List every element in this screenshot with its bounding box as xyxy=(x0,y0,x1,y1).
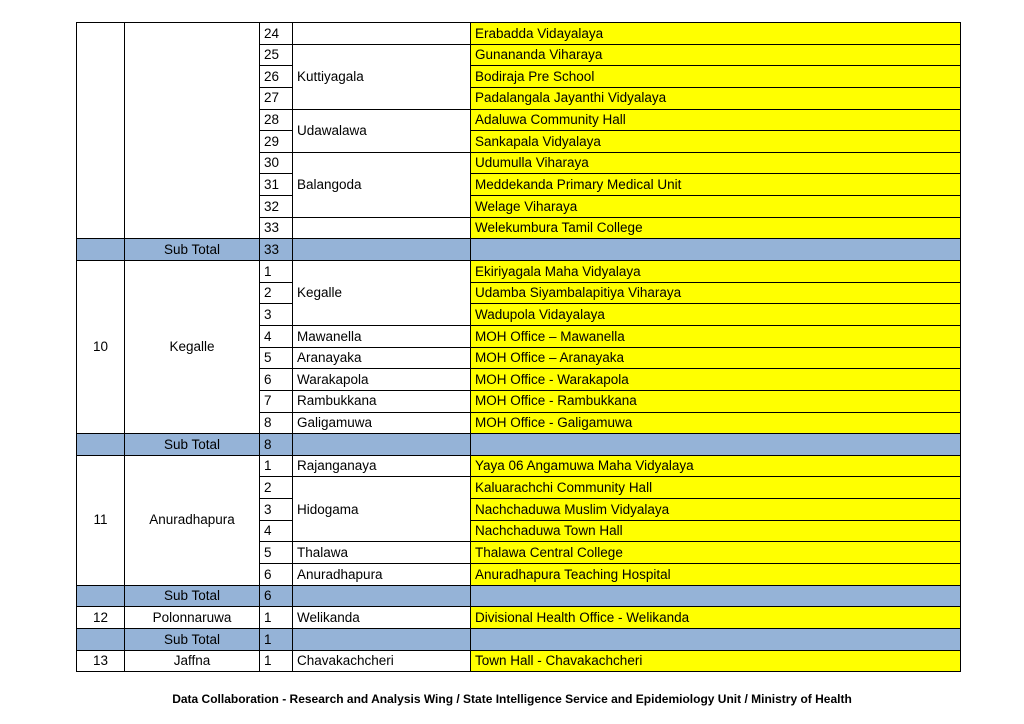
centre-cell: Town Hall - Chavakachcheri xyxy=(471,650,961,672)
subtotal-blank xyxy=(471,239,961,261)
row-number: 26 xyxy=(260,66,293,88)
area-cell: Balangoda xyxy=(293,152,471,217)
subtotal-value: 8 xyxy=(260,434,293,456)
centre-cell: MOH Office - Galigamuwa xyxy=(471,412,961,434)
subtotal-blank xyxy=(293,628,471,650)
area-cell: Udawalawa xyxy=(293,109,471,152)
area-cell: Chavakachcheri xyxy=(293,650,471,672)
page-footer: Data Collaboration - Research and Analysis Wing / State Intelligence Service and Epidemiology Unit / Ministry of Health xyxy=(172,692,852,706)
centre-cell: Thalawa Central College xyxy=(471,542,961,564)
table-row xyxy=(77,607,961,629)
subtotal-blank xyxy=(471,585,961,607)
subtotal-value: 6 xyxy=(260,585,293,607)
subtotal-label: Sub Total xyxy=(125,239,260,261)
centre-cell: Nachchaduwa Town Hall xyxy=(471,520,961,542)
area-cell: Warakapola xyxy=(293,369,471,391)
row-number: 1 xyxy=(260,607,293,629)
subtotal-row xyxy=(77,585,961,607)
area-cell: Aranayaka xyxy=(293,347,471,369)
centre-cell: Sankapala Vidyalaya xyxy=(471,131,961,153)
row-number: 24 xyxy=(260,23,293,45)
centre-cell: Divisional Health Office - Welikanda xyxy=(471,607,961,629)
area-cell: Rambukkana xyxy=(293,390,471,412)
centre-cell: MOH Office – Aranayaka xyxy=(471,347,961,369)
centre-cell: Gunananda Viharaya xyxy=(471,44,961,66)
row-number: 1 xyxy=(260,455,293,477)
subtotal-blank xyxy=(293,585,471,607)
district-cell: Polonnaruwa xyxy=(125,607,260,629)
centre-cell: Kaluarachchi Community Hall xyxy=(471,477,961,499)
row-number: 29 xyxy=(260,131,293,153)
subtotal-row xyxy=(77,239,961,261)
centre-cell: MOH Office - Rambukkana xyxy=(471,390,961,412)
area-cell: Anuradhapura xyxy=(293,564,471,586)
centre-cell: Nachchaduwa Muslim Vidyalaya xyxy=(471,499,961,521)
subtotal-blank xyxy=(471,628,961,650)
row-number: 6 xyxy=(260,564,293,586)
area-cell: Hidogama xyxy=(293,477,471,542)
row-number: 1 xyxy=(260,650,293,672)
table-row xyxy=(77,23,961,45)
centre-cell: MOH Office - Warakapola xyxy=(471,369,961,391)
district-no-cell: 10 xyxy=(77,261,125,434)
row-number: 4 xyxy=(260,520,293,542)
table-row xyxy=(77,455,961,477)
subtotal-blank xyxy=(77,239,125,261)
subtotal-row xyxy=(77,434,961,456)
centre-cell: Udamba Siyambalapitiya Viharaya xyxy=(471,282,961,304)
subtotal-blank xyxy=(77,585,125,607)
centre-cell: Adaluwa Community Hall xyxy=(471,109,961,131)
district-cell: Kegalle xyxy=(125,261,260,434)
centre-cell: Yaya 06 Angamuwa Maha Vidyalaya xyxy=(471,455,961,477)
district-no-cell xyxy=(77,23,125,239)
subtotal-blank xyxy=(471,434,961,456)
area-cell xyxy=(293,23,471,45)
centre-cell: Erabadda Vidayalaya xyxy=(471,23,961,45)
centre-cell: Udumulla Viharaya xyxy=(471,152,961,174)
row-number: 8 xyxy=(260,412,293,434)
row-number: 25 xyxy=(260,44,293,66)
area-cell xyxy=(293,217,471,239)
area-cell: Thalawa xyxy=(293,542,471,564)
district-no-cell: 11 xyxy=(77,455,125,585)
subtotal-label: Sub Total xyxy=(125,628,260,650)
row-number: 7 xyxy=(260,390,293,412)
district-no-cell: 12 xyxy=(77,607,125,629)
subtotal-value: 33 xyxy=(260,239,293,261)
row-number: 6 xyxy=(260,369,293,391)
district-no-cell: 13 xyxy=(77,650,125,672)
district-cell xyxy=(125,23,260,239)
row-number: 33 xyxy=(260,217,293,239)
row-number: 3 xyxy=(260,304,293,326)
centre-cell: Welage Viharaya xyxy=(471,196,961,218)
area-cell: Kegalle xyxy=(293,261,471,326)
row-number: 5 xyxy=(260,542,293,564)
district-cell: Jaffna xyxy=(125,650,260,672)
area-cell: Rajanganaya xyxy=(293,455,471,477)
row-number: 3 xyxy=(260,499,293,521)
row-number: 32 xyxy=(260,196,293,218)
area-cell: Kuttiyagala xyxy=(293,44,471,109)
centre-cell: Padalangala Jayanthi Vidyalaya xyxy=(471,87,961,109)
table-row xyxy=(77,650,961,672)
row-number: 30 xyxy=(260,152,293,174)
row-number: 28 xyxy=(260,109,293,131)
centre-cell: Anuradhapura Teaching Hospital xyxy=(471,564,961,586)
row-number: 2 xyxy=(260,282,293,304)
centre-cell: Ekiriyagala Maha Vidyalaya xyxy=(471,261,961,283)
subtotal-blank xyxy=(77,434,125,456)
subtotal-label: Sub Total xyxy=(125,585,260,607)
area-cell: Galigamuwa xyxy=(293,412,471,434)
centre-cell: Meddekanda Primary Medical Unit xyxy=(471,174,961,196)
centre-cell: Wadupola Vidayalaya xyxy=(471,304,961,326)
row-number: 2 xyxy=(260,477,293,499)
area-cell: Mawanella xyxy=(293,325,471,347)
row-number: 31 xyxy=(260,174,293,196)
subtotal-blank xyxy=(77,628,125,650)
row-number: 27 xyxy=(260,87,293,109)
district-cell: Anuradhapura xyxy=(125,455,260,585)
subtotal-value: 1 xyxy=(260,628,293,650)
table-row xyxy=(77,261,961,283)
subtotal-label: Sub Total xyxy=(125,434,260,456)
centre-cell: Welekumbura Tamil College xyxy=(471,217,961,239)
vaccination-centres-table xyxy=(76,22,961,672)
row-number: 1 xyxy=(260,261,293,283)
row-number: 4 xyxy=(260,325,293,347)
subtotal-blank xyxy=(293,239,471,261)
subtotal-blank xyxy=(293,434,471,456)
subtotal-row xyxy=(77,628,961,650)
row-number: 5 xyxy=(260,347,293,369)
area-cell: Welikanda xyxy=(293,607,471,629)
centre-cell: MOH Office – Mawanella xyxy=(471,325,961,347)
centre-cell: Bodiraja Pre School xyxy=(471,66,961,88)
